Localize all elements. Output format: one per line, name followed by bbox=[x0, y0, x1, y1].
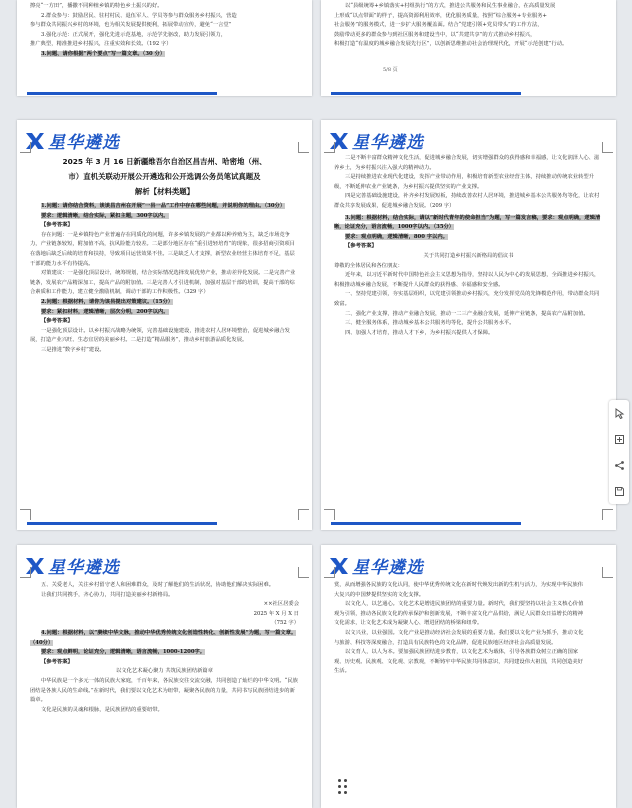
page-5-text bbox=[30, 581, 299, 715]
essay-title: 以文化艺术凝心聚力 共筑民族团结新篇章 bbox=[115, 668, 214, 675]
question-3-requirement: 要求：观点明确，逻辑清晰，800 字以内。 bbox=[345, 233, 448, 240]
share-tool-icon[interactable] bbox=[609, 452, 629, 478]
page-2-text bbox=[334, 2, 603, 50]
text-line: 2.群众参与：鼓励居民、驻村村民、退伍军人、学员等参与群众服务乡村振兴，营造 bbox=[41, 12, 237, 19]
essay-paragraph: 赏，从而增强各民族的文化认同，使中华优秀传统文化在新时代焕发出新的生机与活力，为实现中华民族伟大复兴的中国梦提供坚实的文化支撑。 bbox=[334, 582, 583, 598]
answer-paragraph: 一是强化顶层设计。以乡村振兴战略为统领，完善基础设施建设，推进农村人居环境整治，促进城乡融合发展，打造产业兴旺、生态宜居的美丽乡村。二是打造“精品服务”，推动乡村旅游品质化发展。 bbox=[30, 327, 290, 344]
crop-mark bbox=[324, 509, 335, 520]
essay-paragraph: 五、关爱老人，关注乡村留守老人和困难群众，及时了解他们的生活状况，协助他们解决实际困难。 bbox=[41, 582, 275, 588]
text-line: 积极打造“有温度的城乡融合发展先行区”，以创新思维推动社会治理现代化，开展“示范创建”行动。 bbox=[334, 41, 568, 48]
document-page-3 bbox=[17, 120, 312, 530]
document-page-5 bbox=[17, 545, 312, 808]
essay-greeting: 尊敬的全体居民和各位朋友： bbox=[334, 262, 403, 269]
essay-paragraph: 二、强化产业支撑，推动产业融合发展，推动一二三产业融合发展，延伸产业链条，提高农产品附加值。 bbox=[345, 310, 589, 317]
essay-paragraph: 四、加强人才培育，推动人才下乡，为乡村振兴提供人才保障。 bbox=[345, 329, 494, 336]
reference-answer-tag: 【参考答案】 bbox=[41, 658, 73, 665]
brand-name: 星华遴选 bbox=[352, 133, 424, 153]
question-1-requirement: 要求：逻辑清晰，结合实际，紧扣主题，300字以内。 bbox=[41, 212, 169, 219]
brand-logo bbox=[329, 128, 424, 153]
question-highlight: 3.问题、请你根据“两个要点”写一篇文章。（30 分） bbox=[41, 50, 166, 57]
essay-title: 关于共同打造乡村振兴新格局的倡议书 bbox=[423, 252, 514, 259]
text-line: 擦亮“一方田”，播撒不同种植乡镇的特色乡土振兴的好。 bbox=[30, 3, 163, 9]
crop-mark bbox=[20, 509, 31, 520]
page-6-text bbox=[334, 581, 586, 677]
crop-mark bbox=[20, 567, 31, 578]
page-3-text bbox=[30, 154, 299, 356]
floating-toolbar bbox=[609, 400, 629, 504]
essay-paragraph: 以文化人，以艺通心。文化艺术是增进民族团结的重要力量。新时代，我们要坚持以社会主义核心价值观为引领，推动各民族文化的传承保护和创新发展，不断丰富文化产品供给，满足人民群众日益增长的精神文化需求，让文化艺术成为凝聚人心、增进团结的桥梁和纽带。 bbox=[334, 601, 584, 627]
document-title: 2025 年 3 月 16 日新疆维吾尔自治区昌吉州、哈密地（州、 bbox=[62, 157, 267, 166]
essay-paragraph: 三、健全服务体系，推动城乡基本公共服务均等化，提升公共服务水平。 bbox=[345, 320, 515, 327]
reference-answer-tag: 【参考答案】 bbox=[345, 243, 377, 250]
save-tool-icon[interactable] bbox=[609, 478, 629, 504]
footer-accent-bar bbox=[331, 522, 521, 525]
document-title: 解析【材料类题】 bbox=[134, 187, 195, 196]
text-line: 上形成“以点带面”的样子，提高资源利用效率，优化服务质量，按照“综合服务+专业服务+ bbox=[334, 12, 547, 19]
page-number: 5/8 页 bbox=[383, 67, 398, 73]
essay-paragraph: 以文育人，以人为本。要加强民族团结进步教育，以文化艺术为载体，引导各族群众树立正确的国家观、历史观、民族观、文化观、宗教观，不断铸牢中华民族共同体意识，共同建设伟大祖国，共同创造美好生活。 bbox=[334, 649, 583, 675]
reference-answer-tag: 【参考答案】 bbox=[41, 222, 73, 229]
brand-logo bbox=[25, 128, 120, 153]
document-page-1 bbox=[17, 0, 312, 96]
document-page-4 bbox=[321, 120, 616, 530]
crop-mark bbox=[602, 142, 613, 153]
text-line: 参与群众共同振兴乡村的环境，也为相关发展提供便利，拓展带动宣传，避免“一言堂” bbox=[30, 22, 232, 29]
text-line: 社会服务”的服务模式，进一步扩大服务覆盖面。结合“党建引领+党员带头”的工作方法， bbox=[334, 22, 543, 29]
question-2-requirement: 要求：紧扣材料，逻辑清晰，层次分明，200字以内。 bbox=[41, 308, 169, 315]
document-page-2 bbox=[321, 0, 616, 96]
crop-mark bbox=[20, 142, 31, 153]
crop-mark bbox=[298, 142, 309, 153]
footer-accent-bar bbox=[27, 92, 217, 95]
drag-handle-icon[interactable] bbox=[338, 779, 350, 795]
answer-paragraph: 四是完善基础设施建设，补齐乡村发展短板，持续改善农村人居环境，推进城乡基本公共服务均等化，让农村群众共享发展成果，促进城乡融合发展。（209 字） bbox=[334, 193, 600, 209]
answer-paragraph: 存在问题：一是乡镇特色产业普遍存在同质化的问题，许多乡镇发展的产业都以种养殖为主，缺乏市场竞争力，产业链条较短，附加值不高，抗风险能力较差。二是部分地区存在“重引进轻培育”的现象，很多招商引资项目在落地后缺乏后续的培育和扶持，导致项目运营效果不佳。三是缺乏人才支撑，新型农业经营主体培育不足，基层干部的能力水平有待提高。 bbox=[30, 231, 295, 267]
brand-logo bbox=[25, 553, 120, 578]
footer-accent-bar bbox=[27, 522, 217, 525]
crop-mark bbox=[298, 567, 309, 578]
insert-tool-icon[interactable] bbox=[609, 426, 629, 452]
page-4-text bbox=[334, 154, 603, 338]
answer-paragraph: 二是不断丰富群众精神文化生活，促进城乡融合发展，切实增强群众的获得感和幸福感，让文化润泽人心、滋养乡土，为乡村振兴注入强大的精神动力。 bbox=[334, 155, 600, 171]
crop-mark bbox=[602, 567, 613, 578]
signature-org: ××社区居委会 bbox=[263, 601, 299, 608]
reference-answer-tag: 【参考答案】 bbox=[41, 318, 73, 325]
question-4-requirement: 要求：观点鲜明，论证充分，逻辑清晰，语言流畅，1000-1200字。 bbox=[41, 649, 206, 656]
answer-paragraph: 三是持续推进农业现代化建设，发挥产业带动作用，积极培育新型农业经营主体，持续推动传统农业转型升级，不断延伸农业产业链条，为乡村振兴提供坚实的产业支撑。 bbox=[334, 174, 594, 190]
text-line: 3.强化示范：正式展开，强化先进示范基地，示范学先驱改，助力发展引领力， bbox=[41, 31, 227, 38]
crop-mark bbox=[324, 567, 335, 578]
essay-paragraph: 文化是民族的灵魂和根脉，是民族团结的重要纽带。 bbox=[41, 706, 163, 713]
question-3: 3.问题：根据材料，结合实际，请以“新时代青年的使命担当”为题，写一篇发言稿，要求：观点明确，逻辑清晰，论证充分，语言流畅，1000字以内。（35分） bbox=[334, 214, 601, 231]
page-1-text bbox=[30, 2, 299, 60]
essay-paragraph: 以文兴业，以业强国。文化产业是推动经济社会发展的重要力量。我们要以文化产业为抓手，推动文化与旅游、科技等深度融合，打造具有民族特色的文化品牌，促进民族地区经济社会高质量发展。 bbox=[334, 629, 584, 646]
crop-mark bbox=[298, 509, 309, 520]
document-title: 市）直机关联动开展公开遴选和公开选调公务员笔试真题及 bbox=[68, 172, 261, 181]
select-tool-icon[interactable] bbox=[609, 400, 629, 426]
crop-mark bbox=[324, 142, 335, 153]
answer-paragraph: 三是推进“数字乡村”建设。 bbox=[41, 346, 105, 353]
question-4: 4.问题：根据材料，以“赓续中华文脉，推动中华优秀传统文化创造性转化、创新性发展”为题，写一篇文章。（40分） bbox=[30, 629, 297, 646]
text-line: 以“县级统筹+乡镇落实+村组执行”的方式，推进公共服务和民生事业融合，在高质量发展 bbox=[345, 3, 556, 9]
brand-name: 星华遴选 bbox=[352, 558, 424, 578]
document-page-6 bbox=[321, 545, 616, 808]
essay-paragraph: 让我们共同携手，齐心协力，共同打造美丽乡村新格局。 bbox=[41, 591, 174, 598]
brand-logo bbox=[329, 553, 424, 578]
essay-paragraph: 一、坚持党建引领，夯实基层组织，以党建引领推动乡村振兴，充分发挥党员的先锋模范作用，带动群众共同致富。 bbox=[334, 291, 600, 307]
text-line: 鼓励带动更多的群众参与到社区服务和建设当中，以“共建共享”的方式推动乡村振兴， bbox=[334, 31, 536, 38]
word-count: （752 字） bbox=[271, 620, 299, 627]
crop-mark bbox=[602, 509, 613, 520]
answer-paragraph: 对策建议：一是强化顶层设计，统筹规划，结合实际情况选择发展优势产业，推动差异化发展。二是完善产业链条，发展农产品精深加工，提高产品的附加值。三是完善人才引进机制，加强对基层干部的培训，提高干部的综合素质和工作能力，建立健全激励机制，调动干部的工作积极性。（329 字） bbox=[30, 270, 296, 296]
question-2: 2.问题：根据材料，请你为该县提出对策建议。（15分） bbox=[41, 298, 174, 305]
brand-name: 星华遴选 bbox=[48, 558, 120, 578]
footer-accent-bar bbox=[331, 92, 521, 95]
essay-paragraph: 近年来，以习近平新时代中国特色社会主义思想为指导，坚持以人民为中心的发展思想，全面推进乡村振兴，积极推动城乡融合发展，不断提升人民群众的获得感、幸福感和安全感。 bbox=[334, 272, 600, 288]
brand-name: 星华遴选 bbox=[48, 133, 120, 153]
essay-paragraph: 中华民族是一个多元一体的民族大家庭，千百年来，各民族交往交流交融，共同创造了灿烂的中华文明。“民族团结是各族人民的生命线。”在新时代，我们要以文化艺术为纽带，凝聚各民族的力量，共同书写民族团结进步的新篇章。 bbox=[30, 677, 298, 704]
question-1: 1.问题：请你结合资料，谈谈昌吉州在开展“一县一品”工作中存在哪些问题，并说明你的理由。（30分） bbox=[41, 203, 286, 209]
signature-date: 2025 年 X 月 X 日 bbox=[253, 610, 299, 617]
text-line: 推广典型，精准推进乡村振兴，注重实效和长效。（192 字） bbox=[30, 41, 172, 48]
